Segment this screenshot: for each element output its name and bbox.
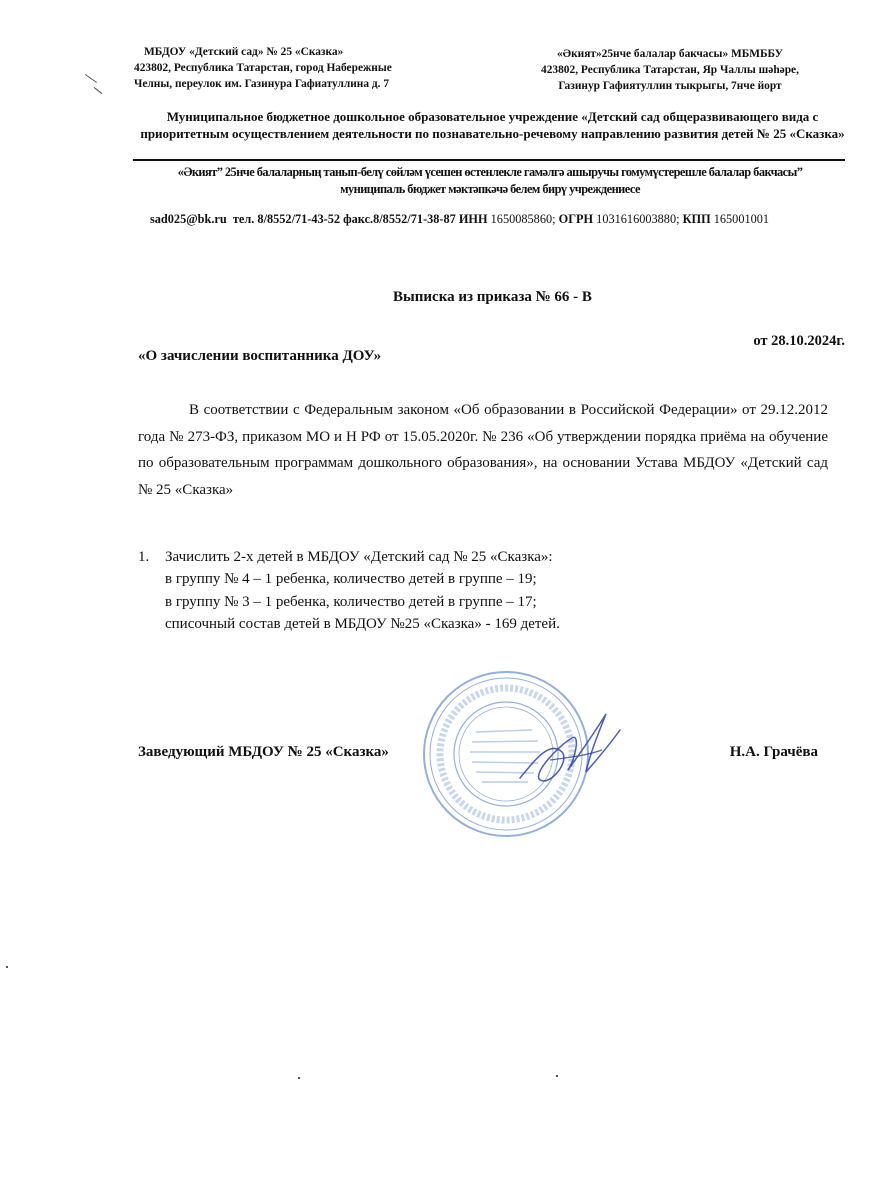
order-item: [138, 546, 828, 636]
scan-mark: [94, 87, 102, 94]
document-date: от 28.10.2024г.: [753, 333, 845, 349]
document-title: Выписка из приказа № 66 - В: [393, 289, 592, 305]
order-item-line: списочный состав детей в МБДОУ №25 «Сказка» - 169 детей.: [165, 616, 560, 633]
scan-speck: [298, 1077, 300, 1079]
header-right-line: Газинур Гафиятуллин тыкрыгы, 7нче йорт: [558, 80, 782, 92]
phones-text: тел. 8/8552/71-43-52 факс.8/8552/71-38-87: [232, 212, 456, 226]
header-right-line: 423802, Республика Татарстан, Яр Чаллы шәһәре,: [541, 64, 799, 76]
header-left-line: Челны, переулок им. Газинура Гафиатуллина д. 7: [134, 78, 390, 90]
header-left-address: [134, 44, 474, 92]
preamble-paragraph: В соответствии с Федеральным законом «Об образовании в Российской Федерации» от 29.12.2012 года № 273-ФЗ, приказом МО и Н РФ от 15.05.2020г. № 236 «Об утверждении порядка приёма на обучение по образовательным программам дошкольного образования», на основании Устава МБДОУ «Детский сад № 25 «Сказка»: [138, 402, 828, 498]
institution-full-name: Муниципальное бюджетное дошкольное образовательное учреждение «Детский сад общеразвивающего вида с приоритетным осуществлением деятельности по познавательно-речевому направлению развития детей № 25 «Сказка»: [140, 109, 845, 141]
inn-value: 1650085860;: [490, 212, 556, 226]
institution-tatar-name: «Әкият” 25нче балаларның танып-белү сөйләм үсешен өстенлекле гамәлгә ашыручы гомумүстерешле балалар бакчасы” муниципаль бюджет мәктәпкәчә белем бирү учреждениесе: [177, 165, 803, 196]
signature-position: Заведующий МБДОУ № 25 «Сказка»: [138, 744, 389, 760]
order-item-line: в группу № 4 – 1 ребенка, количество детей в группе – 19;: [165, 571, 537, 588]
header-right-line: «Әкият»25нче балалар бакчасы» МБМББУ: [556, 48, 784, 60]
scan-speck: [556, 1075, 558, 1077]
header-right-address: [505, 46, 835, 94]
order-item-line: Зачислить 2-х детей в МБДОУ «Детский сад № 25 «Сказка»:: [165, 549, 553, 565]
handwritten-signature: [510, 700, 630, 800]
header-left-line: МБДОУ «Детский сад» № 25 «Сказка»: [144, 46, 344, 58]
scan-mark: [85, 74, 97, 83]
header-divider: [133, 159, 845, 161]
signature-name: Н.А. Грачёва: [729, 744, 818, 760]
ogrn-value: 1031616003880;: [596, 212, 680, 226]
contacts-line: [150, 211, 850, 227]
kpp-label: КПП: [682, 212, 711, 226]
ogrn-label: ОГРН: [558, 212, 594, 226]
email-text: sad025@bk.ru: [150, 212, 227, 226]
kpp-value: 165001001: [713, 212, 770, 226]
scan-speck: [6, 966, 8, 968]
order-item-number: 1.: [138, 549, 150, 565]
document-subject: «О зачислении воспитанника ДОУ»: [138, 348, 382, 364]
order-item-line: в группу № 3 – 1 ребенка, количество детей в группе – 17;: [165, 593, 537, 610]
inn-label: ИНН: [458, 212, 488, 226]
header-left-line: 423802, Республика Татарстан, город Набережные: [134, 62, 392, 74]
